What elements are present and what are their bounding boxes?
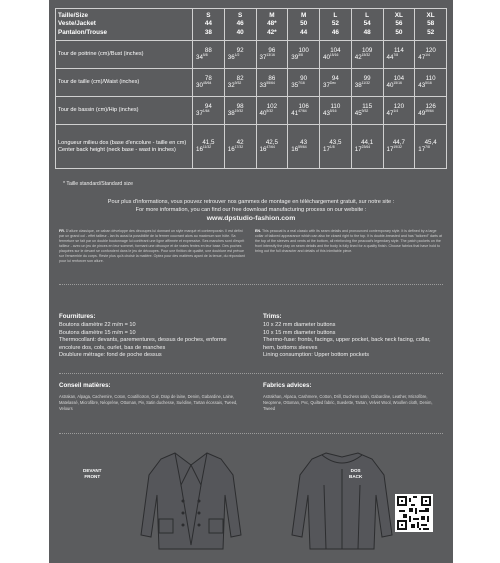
size-column-header	[383, 9, 415, 41]
description-fr-tag: FR.	[59, 229, 65, 233]
value-inch-whole: 35	[291, 82, 299, 90]
value-cm: 110	[425, 75, 436, 83]
value-cm: 94	[331, 75, 339, 83]
value-inch	[225, 82, 256, 89]
value-inch	[257, 54, 288, 61]
value-inch-whole: 47	[418, 54, 426, 62]
header-trouser-label: Pantalon/Trouse	[58, 28, 107, 36]
value-cm: 78	[204, 75, 212, 83]
value-inch-whole: 44	[386, 54, 394, 62]
value-inch	[320, 54, 351, 61]
size-column-header	[415, 9, 447, 41]
value-inch-whole: 49	[418, 110, 426, 118]
size-column-header	[224, 9, 256, 41]
value-inch-fraction: 5/16	[329, 109, 337, 114]
value-inch	[352, 54, 383, 61]
standard-size-footnote: * Taille standard/Standard size	[63, 181, 133, 187]
value-cm: 43	[300, 139, 308, 147]
value-cm: 90	[300, 75, 308, 83]
value-cm: 42,5	[265, 139, 278, 147]
value-inch	[225, 146, 256, 153]
table-cell	[224, 97, 256, 125]
value-inch	[225, 110, 256, 117]
value-inch-fraction: 1/4	[393, 109, 399, 114]
value-cm: 114	[393, 47, 404, 55]
value-inch-whole: 43	[323, 110, 330, 118]
table-cell	[320, 125, 352, 169]
value-inch-whole: 38	[354, 82, 362, 90]
value-inch-fraction: 5/8	[202, 53, 208, 58]
value-cm: 42	[236, 139, 244, 147]
website-link[interactable]: www.dpstudio-fashion.com	[206, 215, 296, 223]
value-inch	[193, 82, 224, 89]
list-item: 10 x 22 mm diameter buttons	[263, 322, 336, 328]
value-inch-fraction: 15/16	[329, 53, 339, 58]
size-trouser: 44	[300, 28, 308, 36]
value-inch	[384, 146, 415, 153]
value-inch	[257, 82, 288, 89]
info-text-fr: Pour plus d'informations, vous pouvez retrouver nos gammes de montage en téléchargement gratuit, sur notre site :	[107, 199, 395, 205]
value-inch-whole: 42	[354, 54, 362, 62]
value-inch-whole: 38	[227, 110, 235, 118]
value-inch-whole: 40	[323, 54, 330, 62]
download-info	[49, 198, 453, 224]
value-inch-whole: 17	[323, 146, 330, 154]
size-size: S	[237, 12, 243, 19]
value-inch-fraction: 1/8	[329, 145, 335, 150]
table-cell	[224, 41, 256, 69]
value-cm: 94	[204, 103, 212, 111]
size-jacket: 48*	[267, 20, 277, 28]
value-inch	[384, 82, 415, 89]
value-inch-fraction: 3/8	[298, 53, 303, 58]
front-label-en: FRONT	[84, 473, 101, 479]
table-cell	[415, 97, 447, 125]
size-column-header	[256, 9, 288, 41]
value-inch-fraction: 59/64	[298, 145, 307, 150]
value-inch	[352, 110, 383, 117]
jacket-front-sketch	[135, 445, 247, 557]
value-inch-whole: 17	[418, 146, 426, 154]
description-en-text: This peacoat is a real classic with its seam details and pronounced contemporary style. It is defined by a large collar of tailored appearance which can also be closed right to the top. It is double-breasted and has "tailored" darts at the top of the sleeves and vents at the bottom, all reinforcing the peacoat's legendary style. The patch pockets on the front intensify the play on seam details and the body is fully lined for a quality finish. Choose fabrics that have hold to bring out the full character and details of this inimitable piece.	[255, 229, 442, 254]
value-inch-whole: 16	[196, 146, 203, 154]
front-label-fr: DEVANT	[83, 468, 102, 473]
info-text-en: For more information, you can find our free download manufacturing process on our website :	[135, 207, 367, 214]
size-size: M	[300, 12, 307, 19]
value-inch-fraction: 15/32	[361, 53, 371, 58]
size-size: M	[269, 12, 275, 19]
value-inch-whole: 30	[196, 82, 203, 90]
list-item: Lining consumption: Upper bottom pockets	[263, 352, 370, 359]
size-trouser: 48	[363, 28, 371, 36]
value-inch-whole: 40	[259, 110, 267, 118]
value-inch-whole: 47	[386, 110, 394, 118]
size-trouser: 40	[236, 28, 244, 36]
value-inch-fraction: 1/4	[425, 53, 430, 58]
value-inch-fraction: 5/16	[425, 81, 432, 86]
fabrics-title: Fabrics advices:	[263, 382, 312, 389]
value-cm: 82	[236, 75, 244, 83]
table-row	[56, 125, 447, 169]
back-label-en: BACK	[349, 473, 363, 479]
value-inch-suffix: Dec	[329, 81, 336, 86]
size-jacket: 46	[236, 20, 244, 28]
size-jacket: 58	[427, 20, 435, 28]
value-inch-fraction: 11/32	[361, 81, 370, 86]
value-inch-whole: 16	[259, 146, 267, 154]
value-inch	[257, 146, 288, 153]
value-inch-fraction: 55/64	[266, 81, 275, 86]
value-cm: 110	[330, 103, 341, 111]
table-cell	[383, 97, 415, 125]
size-header-row	[56, 9, 447, 41]
value-cm: 109	[361, 47, 373, 55]
table-cell	[256, 97, 288, 125]
value-inch	[193, 110, 224, 117]
table-row	[56, 41, 447, 69]
size-size: S	[206, 12, 211, 19]
table-cell	[351, 69, 383, 97]
header-size-label: Taille/Size	[58, 11, 88, 19]
measurement-label-text: Longueur milieu dos (base d'encolure - taille en cm)	[58, 140, 187, 147]
value-inch-fraction: 47/64	[298, 109, 307, 114]
value-inch-whole: 16	[227, 146, 235, 154]
divider	[59, 284, 443, 285]
table-cell	[193, 125, 225, 169]
table-cell	[415, 41, 447, 69]
value-cm: 86	[268, 75, 276, 83]
value-inch	[415, 82, 446, 89]
table-cell	[288, 125, 320, 169]
conseil-text: Astrakan, Alpaga, Cachemire, Coton, Coutil/coton, Cuir, Drap de laine, Denim, Gabardine, Laine, Matelassé, Microfibre, Néoprène, Ottoman, Piv, Satin duchesse, Suédine, Tartan écossais, Tweed, Velours	[59, 394, 238, 412]
size-column-header	[288, 9, 320, 41]
value-inch-fraction: 7/8	[425, 145, 430, 150]
table-cell	[351, 97, 383, 125]
size-column-header	[193, 9, 225, 41]
list-item: Boutons diamètre 22 m/m = 10	[59, 322, 136, 328]
table-cell	[415, 125, 447, 169]
size-trouser: 46	[331, 28, 339, 36]
value-inch	[320, 110, 351, 117]
value-cm: 44,1	[361, 139, 374, 147]
value-inch-whole: 17	[354, 146, 362, 154]
list-item: 10 x 15 mm diameter buttons	[263, 329, 336, 336]
value-inch	[384, 54, 415, 61]
list-item: Boutons diamètre 15 m/m = 10	[59, 329, 136, 336]
value-inch-whole: 40	[386, 82, 394, 90]
value-cm: 88	[204, 47, 212, 55]
value-inch	[415, 110, 446, 117]
measurement-label-text-en: Center back height (neck base - wast in inches)	[58, 146, 176, 153]
description-fr-text: D'allure classique, ce caban développe des découpes lui donnant un style marqué et contemporain. Il est défini par un grand col - effet tailleur - lan ils aussi la possibilité de la fermer couvrant alors au maximum son hôte. Sa fermeture se fait par un double boutonnage lui conférant une ligne affirmée et expressive. Ses manches sont d'esprit tailleur - avec un jeu de pinces en leur sommet, formant une découpe et de vraies fentes en leur base. Des poches plaquées sur le devant se confondent dans le jeu de découpes. Pour une finition de qualité, une doublure est prévue sur l'ensemble du corps. Reste plus qu'à choisir la matière. Optez pour des matières ayant de la tenue, du répondant pour lui renforcer son allure.	[59, 229, 245, 264]
value-inch-whole: 16	[291, 146, 299, 154]
value-inch-fraction: 19/32	[393, 145, 402, 150]
value-cm: 104	[330, 47, 341, 55]
table-cell	[193, 41, 225, 69]
value-inch-whole: 37	[259, 54, 267, 62]
size-trouser: 52	[427, 28, 435, 36]
size-trouser: 50	[395, 28, 403, 36]
value-inch	[288, 146, 319, 153]
spec-sheet	[49, 0, 453, 563]
qr-code-icon	[397, 496, 431, 530]
table-cell	[320, 41, 352, 69]
value-inch-fraction: 7/8	[393, 53, 399, 58]
value-inch	[288, 54, 319, 61]
value-cm: 44,7	[392, 139, 405, 147]
value-cm: 43,5	[329, 139, 342, 147]
divider	[59, 373, 443, 374]
value-inch-fraction: 45/64	[202, 81, 212, 86]
table-cell	[288, 41, 320, 69]
measurement-label	[56, 125, 193, 169]
value-cm: 120	[393, 103, 405, 111]
value-inch	[193, 54, 224, 61]
value-inch	[352, 82, 383, 89]
value-cm: 120	[425, 47, 436, 55]
value-inch-whole: 39	[291, 54, 299, 62]
value-inch	[288, 110, 319, 117]
table-cell	[383, 41, 415, 69]
table-cell	[351, 125, 383, 169]
table-cell	[383, 69, 415, 97]
table-cell	[320, 97, 352, 125]
table-cell	[193, 69, 225, 97]
size-header-label	[56, 9, 193, 41]
value-inch	[384, 110, 415, 117]
value-cm: 92	[236, 47, 244, 55]
value-inch	[193, 146, 224, 153]
table-cell	[383, 125, 415, 169]
size-chart-table	[55, 8, 447, 169]
size-jacket: 44	[204, 20, 212, 28]
value-inch-fraction: 47/64	[266, 145, 275, 150]
value-inch-fraction: 13/16	[266, 53, 275, 58]
value-inch-fraction: 9/32	[234, 81, 242, 86]
table-cell	[224, 125, 256, 169]
value-inch	[415, 146, 446, 153]
fournitures-list	[59, 322, 239, 360]
value-inch-whole: 41	[291, 110, 299, 118]
size-size: XL	[394, 12, 403, 19]
fabrics-text: Astrakhan, Alpaca, Cashmere, Cotton, Drill, Duchess satin, Gabardine, Leather, Microfibre, Neoprene, Ottoman, Pvc, Quilted fabric, Suedette, Tartan, Velvet Wool, Woollen cloth, Denim, Tweed	[263, 394, 433, 412]
value-inch	[320, 146, 351, 153]
size-jacket: 52	[331, 20, 339, 28]
value-cm: 115	[362, 103, 373, 111]
value-cm: 104	[393, 75, 405, 83]
size-trouser: 42*	[267, 28, 277, 36]
value-inch-fraction: 11/32	[202, 145, 212, 150]
list-item: Thermo-fuse: fronts, facings, upper pocket, back neck facing, collar, hem, bottoms sleeves	[263, 337, 431, 351]
description-en-tag: EN.	[255, 229, 261, 233]
value-inch-fraction: 19/32	[234, 109, 244, 114]
value-inch-fraction: 1/64	[202, 109, 210, 114]
measurement-label	[56, 69, 193, 97]
table-cell	[288, 97, 320, 125]
value-cm: 98	[236, 103, 244, 111]
size-size: XL	[426, 12, 435, 19]
list-item: Doublure métrage: fond de poche dessus	[59, 352, 162, 359]
size-jacket: 54	[363, 20, 371, 28]
size-column-header	[351, 9, 383, 41]
description-en	[255, 229, 443, 254]
value-inch	[352, 146, 383, 153]
table-cell	[415, 69, 447, 97]
value-inch-whole: 32	[227, 82, 235, 90]
front-view-label	[83, 468, 102, 480]
header-jacket-label: Veste/Jacket	[58, 20, 96, 28]
value-inch-fraction: 39/64	[425, 109, 434, 114]
fournitures-title: Fournitures:	[59, 313, 96, 320]
value-cm: 41,5	[202, 139, 215, 147]
conseil-title: Conseil matières:	[59, 382, 111, 389]
table-row	[56, 97, 447, 125]
value-inch-fraction: 17/32	[234, 145, 244, 150]
value-inch-whole: 37	[196, 110, 203, 118]
value-inch	[320, 82, 351, 89]
value-inch	[225, 54, 256, 61]
value-inch-fraction: 5/32	[266, 109, 273, 114]
trims-title: Trims:	[263, 313, 282, 320]
description-fr	[59, 229, 247, 264]
table-cell	[193, 97, 225, 125]
value-cm: 99	[363, 75, 371, 83]
value-inch-fraction: 23/64	[361, 145, 371, 150]
size-jacket: 50	[300, 20, 308, 28]
value-inch-whole: 36	[227, 54, 235, 62]
measurement-label	[56, 97, 193, 125]
value-cm: 45,4	[424, 139, 437, 147]
size-jacket: 56	[395, 20, 403, 28]
value-inch	[415, 54, 446, 61]
value-inch-whole: 37	[323, 82, 330, 90]
table-cell	[351, 41, 383, 69]
size-size: L	[365, 12, 370, 19]
measurement-label-text: Tour de poitrine (cm)/Bust (inches)	[58, 51, 144, 58]
value-inch-whole: 17	[386, 146, 394, 154]
value-inch-fraction: 7/16	[298, 81, 305, 86]
table-cell	[320, 69, 352, 97]
back-view-label	[349, 468, 362, 480]
size-size: L	[333, 12, 338, 19]
measurement-label-text: Tour de taille (cm)/Waist (inches)	[58, 79, 140, 86]
size-trouser: 38	[204, 28, 212, 36]
value-inch-whole: 43	[418, 82, 426, 90]
qr-code[interactable]	[395, 494, 433, 532]
value-inch	[288, 82, 319, 89]
size-column-header	[320, 9, 352, 41]
table-cell	[256, 69, 288, 97]
value-cm: 96	[268, 47, 276, 55]
value-inch-whole: 33	[259, 82, 267, 90]
value-cm: 102	[266, 103, 278, 111]
value-inch-fraction: 15/16	[393, 81, 402, 86]
jacket-back-sketch	[286, 445, 398, 557]
table-cell	[256, 41, 288, 69]
list-item: Thermocollant: devants, parementures, dessus de poches, enforme encolure dos, cols, ourlet, bas de manches	[59, 337, 227, 351]
table-cell	[224, 69, 256, 97]
value-cm: 106	[298, 103, 309, 111]
table-cell	[288, 69, 320, 97]
value-inch-whole: 45	[354, 110, 362, 118]
value-cm: 100	[298, 47, 309, 55]
table-row	[56, 69, 447, 97]
back-label-fr: DOS	[350, 468, 361, 473]
trims-list	[263, 322, 443, 360]
value-inch	[257, 110, 288, 117]
value-inch-whole: 34	[196, 54, 203, 62]
value-inch-fraction: 9/32	[361, 109, 369, 114]
value-cm: 126	[425, 103, 436, 111]
divider	[59, 433, 443, 434]
table-cell	[256, 125, 288, 169]
measurement-label-text: Tour de bassin (cm)/Hip (inches)	[58, 107, 139, 114]
value-inch-fraction: 1/2	[234, 53, 240, 58]
measurement-label	[56, 41, 193, 69]
